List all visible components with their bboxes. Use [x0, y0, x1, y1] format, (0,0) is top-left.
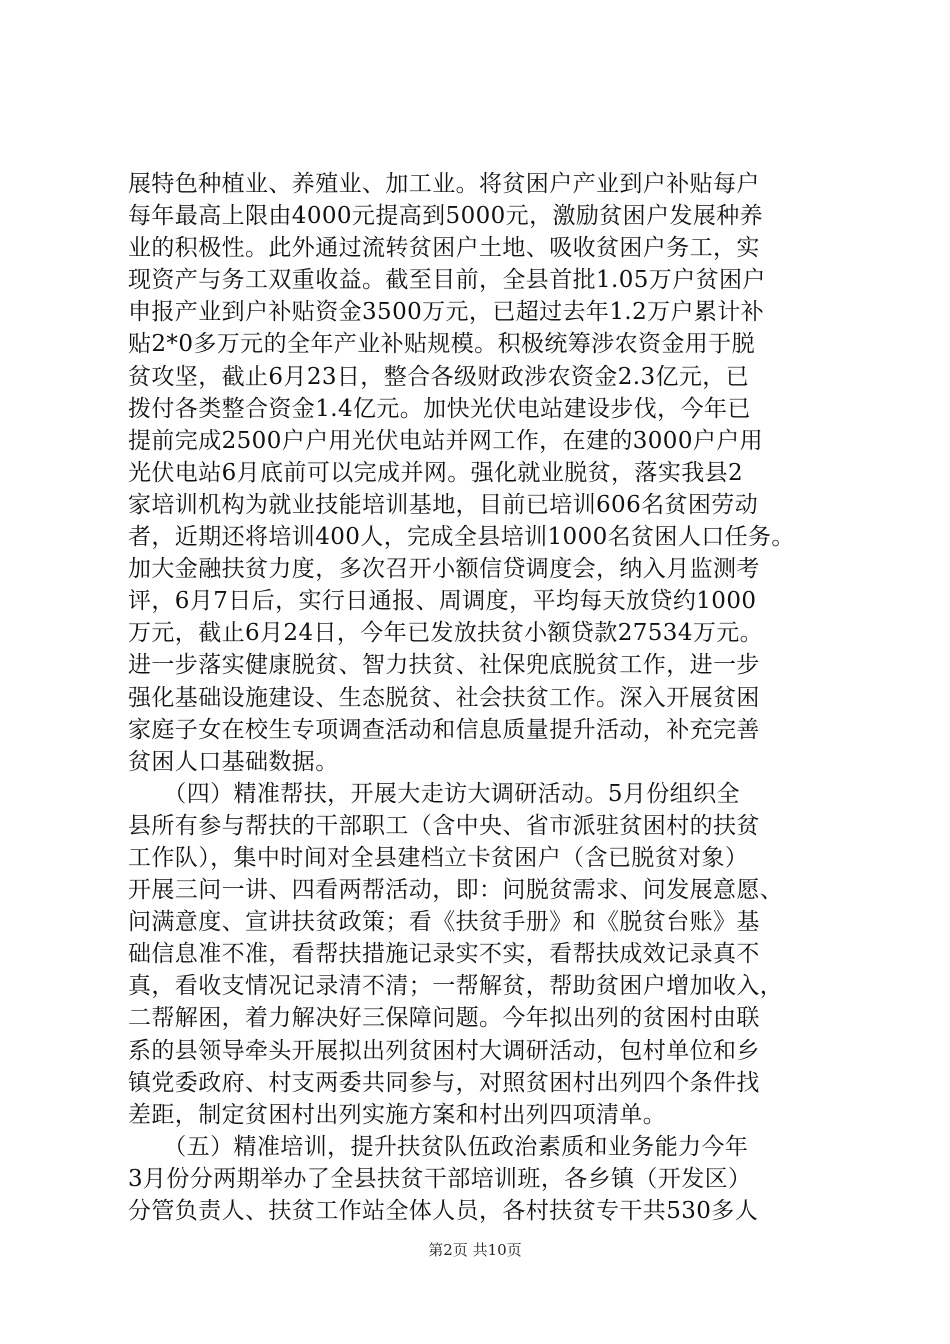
- text-line: 真，看收支情况记录清不清；一帮解贫，帮助贫困户增加收入，: [128, 973, 784, 1000]
- text-line: 拨付各类整合资金1.4亿元。加快光伏电站建设步伐，今年已: [128, 395, 751, 422]
- text-line: 础信息准不准，看帮扶措施记录实不实，看帮扶成效记录真不: [128, 941, 760, 968]
- text-line: 强化基础设施建设、生态脱贫、社会扶贫工作。深入开展贫困: [128, 684, 760, 711]
- text-line: 提前完成2500户户用光伏电站并网工作，在建的3000户户用: [128, 427, 764, 454]
- text-line: 者，近期还将培训400人，完成全县培训1000名贫困人口任务。: [128, 524, 795, 551]
- text-line: 工作队），集中时间对全县建档立卡贫困户（含已脱贫对象）: [128, 844, 749, 871]
- text-line: 评，6月7日后，实行日通报、周调度，平均每天放贷约1000: [128, 588, 757, 615]
- text-line: （四）精准帮扶，开展大走访大调研活动。5月份组织全: [128, 780, 740, 807]
- text-line: 差距，制定贫困村出列实施方案和村出列四项清单。: [128, 1101, 667, 1128]
- text-line: 县所有参与帮扶的干部职工（含中央、省市派驻贫困村的扶贫: [128, 812, 760, 839]
- text-line: 家庭子女在校生专项调查活动和信息质量提升活动，补充完善: [128, 716, 760, 743]
- text-line: 现资产与务工双重收益。截至目前，全县首批1.05万户贫困户: [128, 267, 766, 294]
- text-line: 系的县领导牵头开展拟出列贫困村大调研活动，包村单位和乡: [128, 1037, 760, 1064]
- text-line: 加大金融扶贫力度，多次召开小额信贷调度会，纳入月监测考: [128, 556, 760, 583]
- text-line: 展特色种植业、养殖业、加工业。将贫困户产业到户补贴每户: [128, 171, 760, 197]
- text-line: 开展三问一讲、四看两帮活动，即：问脱贫需求、问发展意愿、: [128, 877, 784, 904]
- text-line: 申报产业到户补贴资金3500万元，已超过去年1.2万户累计补: [128, 299, 765, 326]
- text-line: 光伏电站6月底前可以完成并网。强化就业脱贫，落实我县2: [128, 459, 744, 486]
- text-line: 贴2*0多万元的全年产业补贴规模。积极统筹涉农资金用于脱: [128, 331, 755, 358]
- text-line: （五）精准培训，提升扶贫队伍政治素质和业务能力今年: [128, 1133, 749, 1160]
- text-line: 3月份分两期举办了全县扶贫干部培训班，各乡镇（开发区）: [128, 1165, 752, 1192]
- text-line: 万元，截止6月24日，今年已发放扶贫小额贷款27534万元。: [128, 620, 764, 647]
- body-text: [128, 168, 838, 1227]
- text-line: 业的积极性。此外通过流转贫困户土地、吸收贫困户务工，实: [128, 235, 760, 262]
- text-line: 分管负责人、扶贫工作站全体人员，各村扶贫专干共530多人: [128, 1198, 759, 1224]
- text-line: 贫攻坚，截止6月23日，整合各级财政涉农资金2.3亿元，已: [128, 363, 750, 390]
- page-number: 第2页 共10页: [428, 1241, 522, 1259]
- text-line: 二帮解困，着力解决好三保障问题。今年拟出列的贫困村由联: [128, 1005, 760, 1032]
- text-line: 家培训机构为就业技能培训基地，目前已培训606名贫困劳动: [128, 491, 759, 518]
- text-line: 贫困人口基础数据。: [128, 748, 339, 775]
- text-line: 进一步落实健康脱贫、智力扶贫、社保兜底脱贫工作，进一步: [128, 652, 760, 679]
- text-line: 镇党委政府、村支两委共同参与，对照贫困村出列四个条件找: [128, 1069, 760, 1096]
- text-line: 问满意度、宣讲扶贫政策；看《扶贫手册》和《脱贫台账》基: [128, 909, 760, 936]
- text-line: 每年最高上限由4000元提高到5000元，激励贫困户发展种养: [128, 203, 764, 230]
